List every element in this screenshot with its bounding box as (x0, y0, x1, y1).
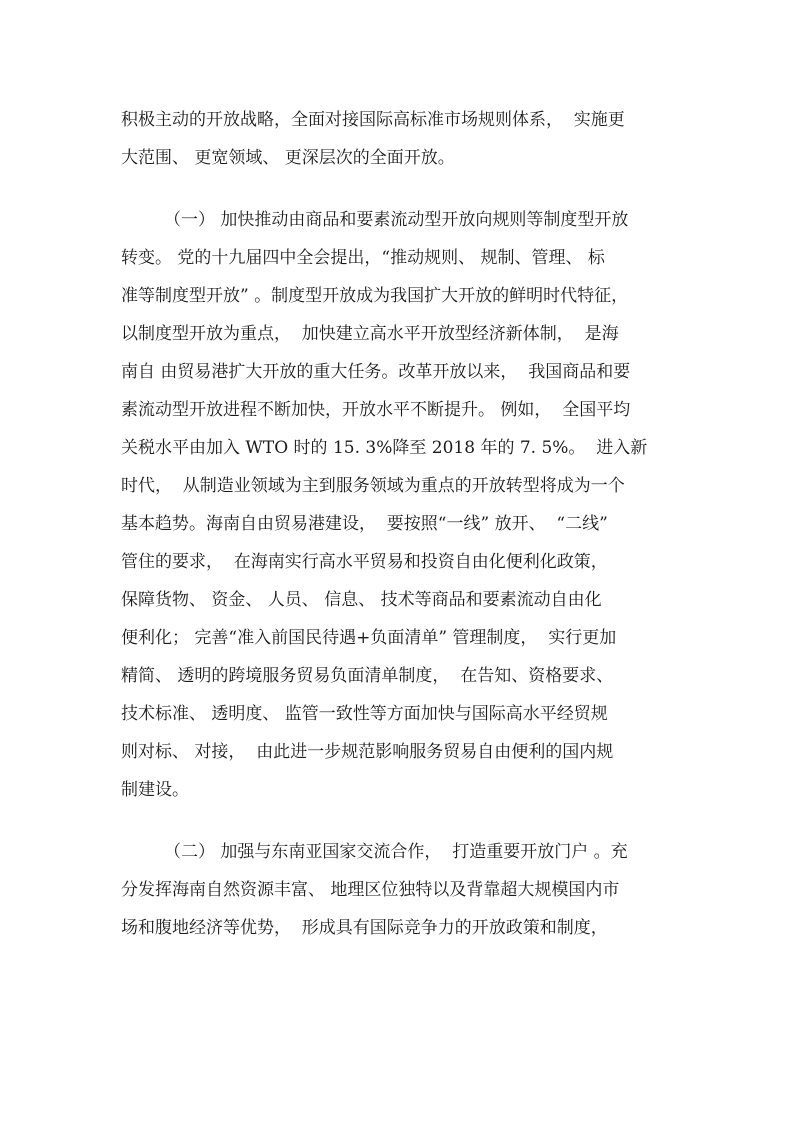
text-line: 场和腹地经济等优势， 形成具有国际竞争力的开放政策和制度， (121, 918, 608, 938)
text-line: 转变。 党的十九届四中全会提出，“推动规则、 规制、管理、 标 (121, 248, 605, 268)
text-line: 南自 由贸易港扩大开放的重大任务。改革开放以来， 我国商品和要 (121, 362, 631, 382)
text-line: 积极主动的开放战略，全面对接国际高标准市场规则体系， 实施更 (121, 110, 625, 130)
paragraph-start-line: （一） 加快推动由商品和要素流动型开放向规则等制度型开放 (164, 210, 629, 230)
text-line: 技术标准、 透明度、 监管一致性等方面加快与国际高水平经贸规 (121, 704, 608, 724)
text-line: 管住的要求， 在海南实行高水平贸易和投资自由化便利化政策， (121, 552, 608, 572)
text-line: 制建设。 (121, 780, 189, 800)
text-line: 基本趋势。海南自由贸易港建设， 要按照“一线” 放开、 “二线” (121, 514, 608, 534)
text-line: 保障货物、 资金、 人员、 信息、 技术等商品和要素流动自由化 (121, 590, 602, 610)
text-line: 准等制度型开放” 。制度型开放成为我国扩大开放的鲜明时代特征， (121, 286, 629, 306)
text-line: 则对标、 对接， 由此进一步规范影响服务贸易自由便利的国内规 (121, 742, 614, 762)
paragraph-start-line: （二） 加强与东南亚国家交流合作， 打造重要开放门户 。充 (164, 842, 628, 862)
text-line: 分发挥海南自然资源丰富、 地理区位独特以及背靠超大规模国内市 (121, 880, 620, 900)
text-line: 素流动型开放进程不断加快，开放水平不断提升。 例如， 全国平均 (121, 400, 631, 420)
text-line: 精简、 透明的跨境服务贸易负面清单制度， 在告知、资格要求、 (121, 666, 614, 686)
text-line: 便利化； 完善“准入前国民待遇+负面清单” 管理制度， 实行更加 (121, 628, 617, 648)
text-line: 大范围、 更宽领域、 更深层次的全面开放。 (121, 148, 455, 168)
text-line: 时代， 从制造业领域为主到服务领域为重点的开放转型将成为一个 (121, 476, 625, 496)
text-line: 关税水平由加入 WTO 时的 15. 3%降至 2018 年的 7. 5%。 进入新 (121, 438, 648, 458)
text-line: 以制度型开放为重点， 加快建立高水平开放型经济新体制， 是海 (121, 324, 619, 344)
